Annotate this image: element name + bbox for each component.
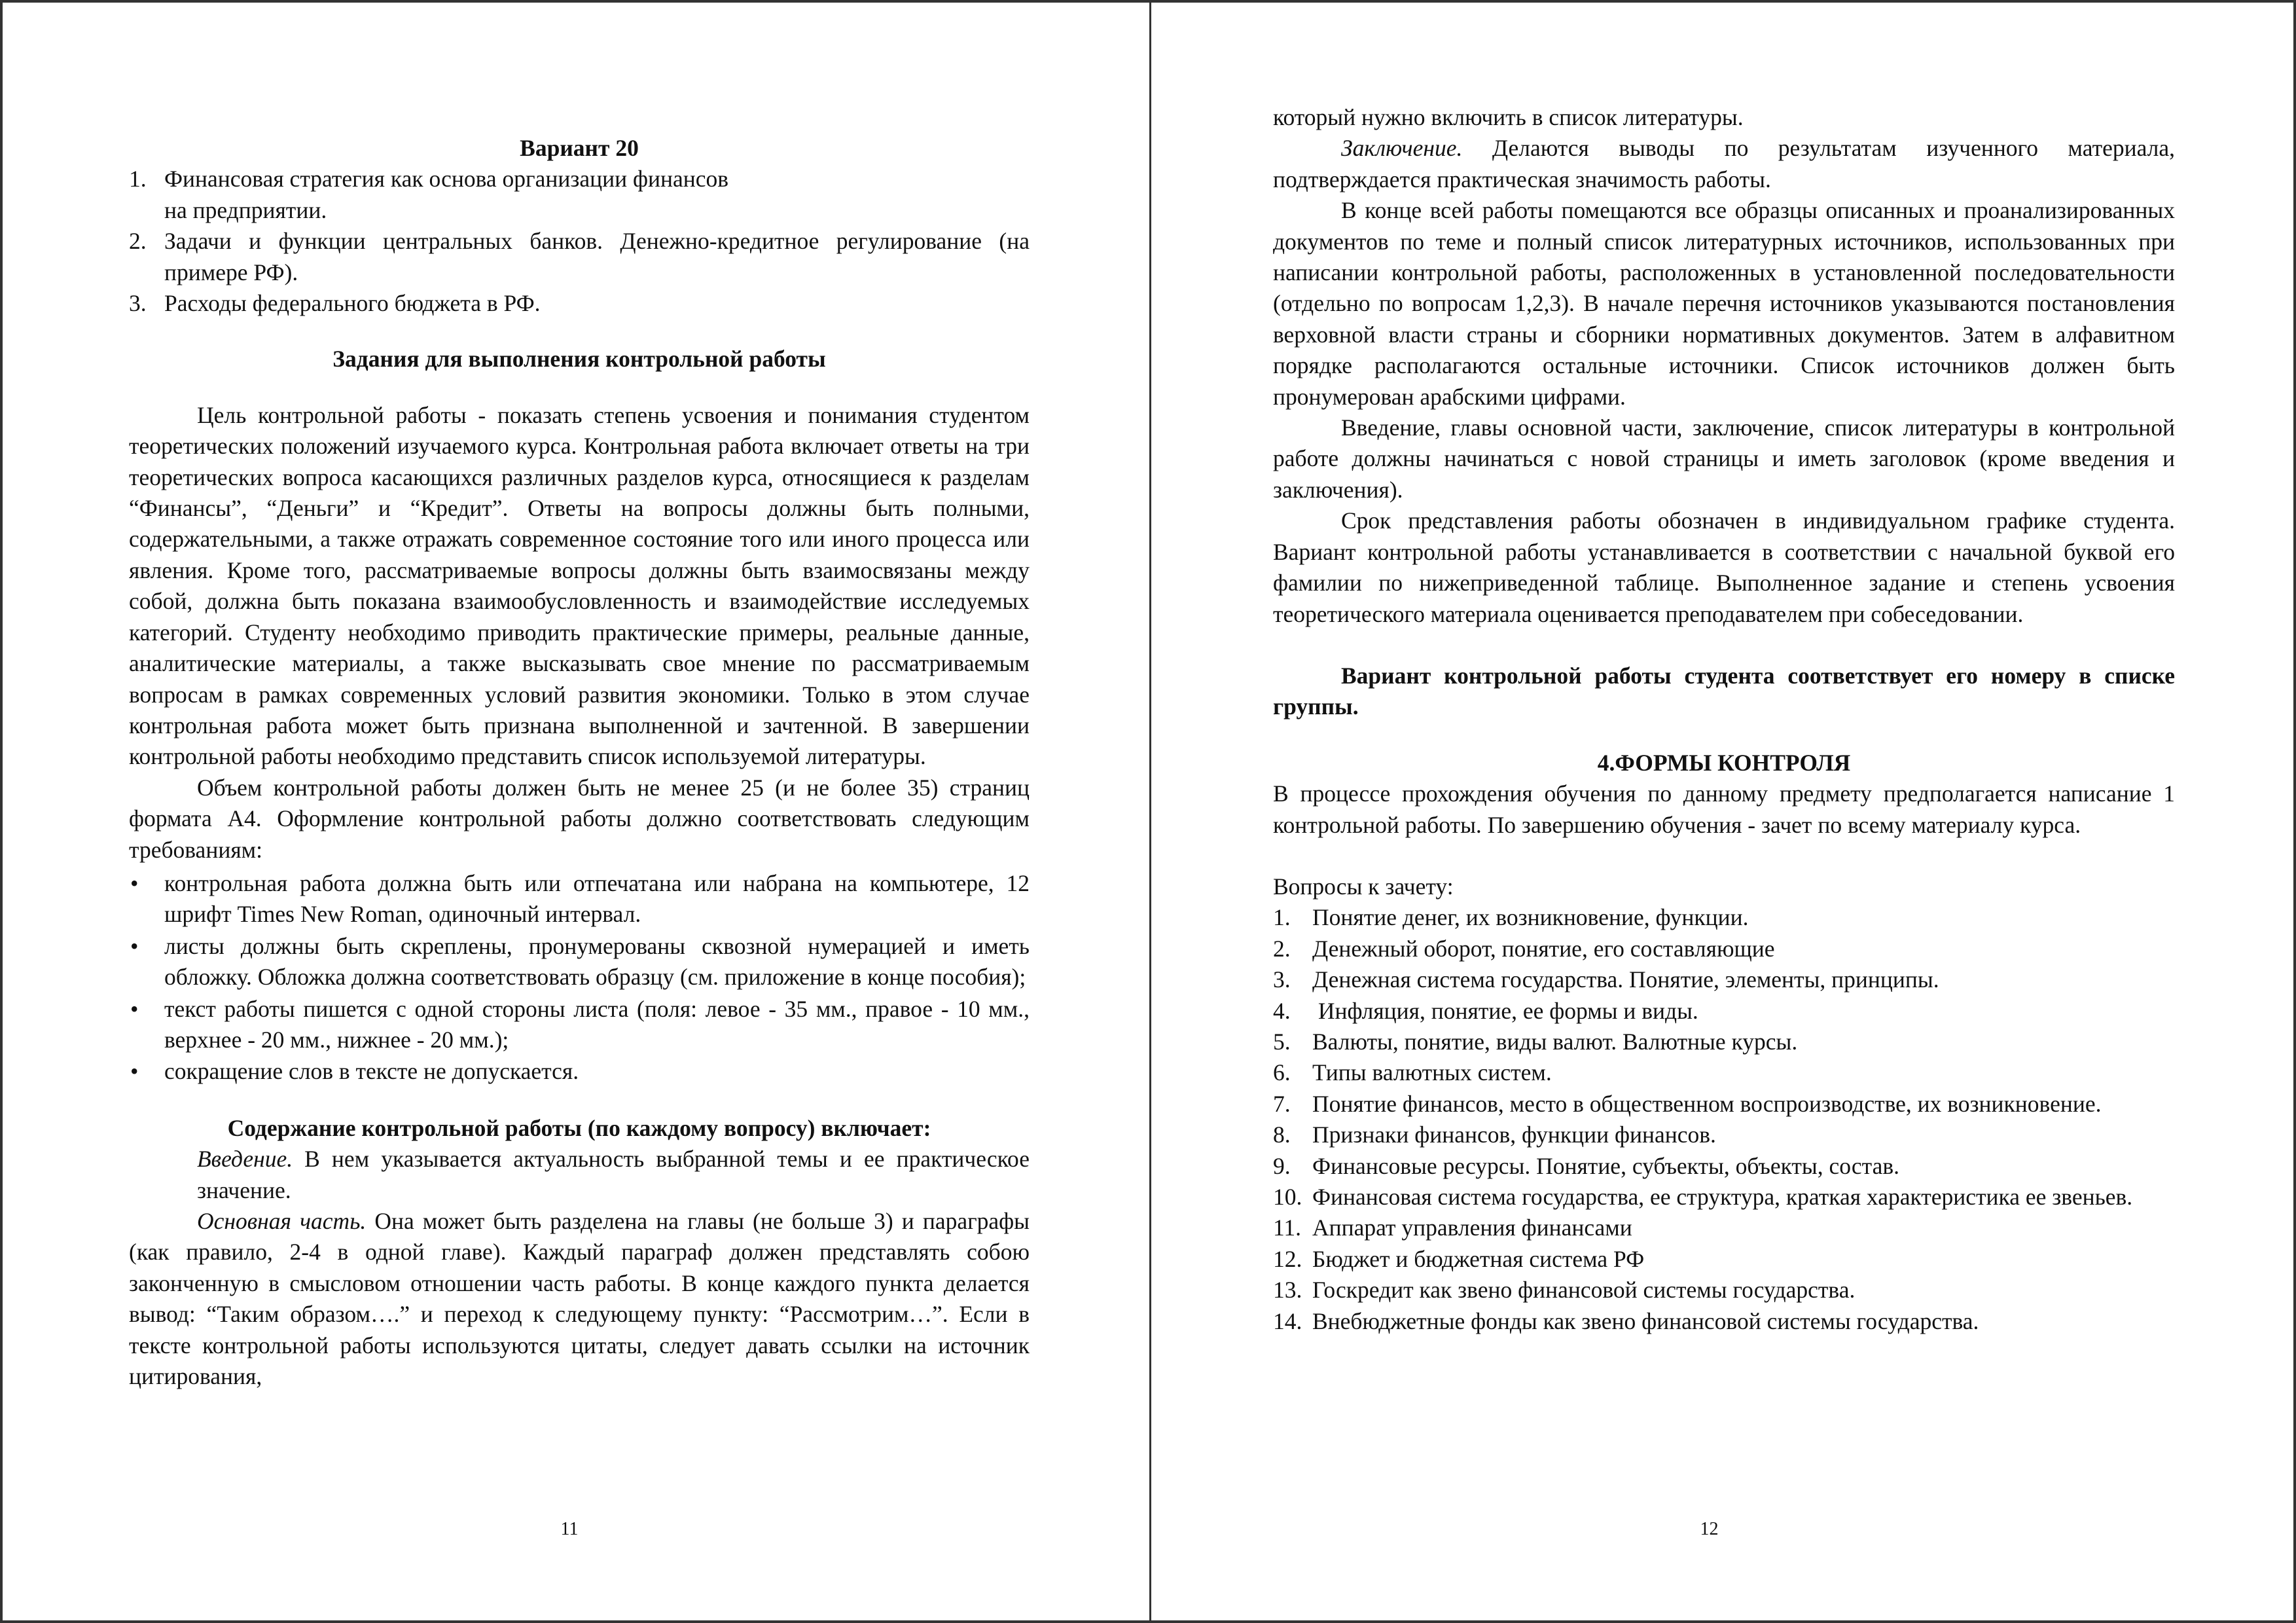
tasks-heading: Задания для выполнения контрольной работы	[332, 346, 826, 373]
list-item	[129, 226, 1030, 288]
list-item: 2. Денежный оборот, понятие, его составляющие	[1273, 935, 1775, 962]
list-item-text: листы должны быть скреплены, пронумерованы сквозной нумерацией и иметь обложку. Обложка должна соответствовать образцу (см. приложение в конце пособия);	[164, 932, 1030, 991]
list-item: 12. Бюджет и бюджетная система РФ	[1273, 1245, 1645, 1272]
questions-heading: Вопросы к зачету:	[1273, 873, 1454, 900]
variant-title: Вариант 20	[520, 135, 639, 161]
list-item-text: контрольная работа должна быть или отпечатана или набрана на компьютере, 12 шрифт Times New Roman, одиночный интервал.	[164, 869, 1030, 928]
variant-questions-list	[129, 164, 1030, 319]
list-item: 4. Инфляция, понятие, ее формы и виды.	[1273, 997, 1698, 1024]
list-item	[129, 288, 1030, 319]
intro-label: Введение.	[197, 1146, 293, 1173]
left-page-content	[129, 133, 1030, 1392]
end-of-work-paragraph: В конце всей работы помещаются все образцы описанных и проанализированных документов по теме и полный список литературных источников, использованных при написании контрольной работы, расположенных в установленной последовательности (отдельно по вопросам 1,2,3). В начале перечня источников указываются постановления верховной власти страны и сборники нормативных документов. Затем в алфавитном порядке располагаются остальные источники. Список источников должен быть пронумерован арабскими цифрами.	[1273, 197, 2175, 410]
intro-text: В нем указывается актуальность выбранной темы и ее практическое значение.	[197, 1146, 1030, 1203]
requirements-list	[129, 868, 1030, 1087]
bullet-icon: •	[130, 1058, 139, 1085]
exam-questions-list	[1273, 902, 2175, 1337]
conclusion-text: Делаются выводы по результатам изученного материала, подтверждается практическая значимость работы.	[1273, 135, 2175, 192]
page-number: 12	[1700, 1519, 1719, 1539]
content-heading: Содержание контрольной работы (по каждому вопросу) включает:	[227, 1114, 931, 1141]
intro-paragraph	[129, 1144, 1030, 1206]
list-item	[129, 1056, 1030, 1087]
right-page-content	[1273, 102, 2175, 1337]
list-item-number: 3.	[129, 290, 147, 317]
main-part-paragraph	[129, 1206, 1030, 1392]
right-page	[1151, 3, 2296, 1620]
list-item: 10. Финансовая система государства, ее структура, краткая характеристика ее звеньев.	[1273, 1184, 2133, 1210]
list-item-text: Задачи и функции центральных банков. Денежно-кредитное регулирование (на примере РФ).	[164, 228, 1030, 285]
deadline-paragraph: Срок представления работы обозначен в индивидуальном графике студента. Вариант контрольной работы устанавливается в соответствии с начальной буквой его фамилии по нижеприведенной таблице. Выполненное задание и степень усвоения теоретического материала оценивается преподавателем при собеседовании.	[1273, 507, 2175, 627]
list-item-text: текст работы пишется с одной стороны листа (поля: левое - 35 мм., правое - 10 мм., верхнее - 20 мм., нижнее - 20 мм.);	[164, 995, 1030, 1053]
list-item	[129, 931, 1030, 993]
bullet-icon: •	[130, 869, 139, 896]
goal-paragraph: Цель контрольной работы - показать степень усвоения и понимания студентом теоретических положений изучаемого курса. Контрольная работа включает ответы на три теоретических вопроса касающихся различных разделов курса, относящиеся к разделам “Финансы”, “Деньги” и “Кредит”. Ответы на вопросы должны быть полными, содержательными, а также отражать современное состояние того или иного процесса или явления. Кроме того, рассматриваемые вопросы должны быть взаимосвязаны между собой, должна быть показана взаимообусловленность и взаимодействие исследуемых категорий. Студенту необходимо приводить практические примеры, реальные данные, аналитические материалы, а также высказывать свое мнение по рассматриваемым вопросам в рамках современных условий развития экономики. Только в этом случае контрольная работа может быть признана выполненной и зачтенной. В завершении контрольной работы необходимо представить список используемой литературы.	[129, 401, 1030, 770]
list-item: 14. Внебюджетные фонды как звено финансовой системы государства.	[1273, 1307, 1979, 1334]
conclusion-paragraph	[1273, 133, 2175, 195]
list-item-text: Расходы федерального бюджета в РФ.	[164, 290, 541, 317]
forms-paragraph: В процессе прохождения обучения по данному предмету предполагается написание 1 контрольной работы. По завершению обучения - зачет по всему материалу курса.	[1273, 780, 2175, 838]
variant-note: Вариант контрольной работы студента соответствует его номеру в списке группы.	[1273, 662, 2175, 720]
list-item: 5. Валюты, понятие, виды валют. Валютные курсы.	[1273, 1028, 1798, 1055]
list-item: 1. Понятие денег, их возникновение, функции.	[1273, 904, 1749, 931]
list-item: 3. Денежная система государства. Понятие, элементы, принципы.	[1273, 966, 1939, 993]
list-item: 8. Признаки финансов, функции финансов.	[1273, 1122, 1716, 1148]
list-item: 9. Финансовые ресурсы. Понятие, субъекты, объекты, состав.	[1273, 1152, 1899, 1179]
forms-heading: 4.ФОРМЫ КОНТРОЛЯ	[1597, 749, 1851, 776]
list-item: 7. Понятие финансов, место в общественном воспроизводстве, их возникновение.	[1273, 1090, 2102, 1117]
list-item	[129, 868, 1030, 930]
chapters-paragraph: Введение, главы основной части, заключение, список литературы в контрольной работе должны начинаться с новой страницы и иметь заголовок (кроме введения и заключения).	[1273, 414, 2175, 503]
list-item: 6. Типы валютных систем.	[1273, 1059, 1552, 1086]
list-item	[129, 994, 1030, 1056]
list-item-text: Финансовая стратегия как основа организации финансов	[164, 166, 729, 192]
volume-paragraph: Объем контрольной работы должен быть не менее 25 (и не более 35) страниц формата А4. Оформление контрольной работы должно соответствовать следующим требованиям:	[129, 774, 1030, 863]
main-part-label: Основная часть.	[197, 1208, 367, 1234]
list-item: 11. Аппарат управления финансами	[1273, 1214, 1632, 1241]
list-item-text: сокращение слов в тексте не допускается.	[164, 1058, 579, 1085]
bullet-icon: •	[130, 932, 139, 959]
list-item-text-continuation: на предприятии.	[164, 196, 327, 223]
bullet-icon: •	[130, 995, 139, 1022]
list-item-number: 1.	[129, 166, 147, 192]
page-number: 11	[560, 1519, 579, 1539]
list-item: 13. Госкредит как звено финансовой системы государства.	[1273, 1277, 1856, 1304]
main-part-text: Она может быть разделена на главы (не больше 3) и параграфы (как правило, 2-4 в одной главе). Каждый параграф должен представлять собою законченную в смысловом отношении часть работы. В конце каждого пункта делается вывод: “Таким образом….” и переход к следующему пункту: “Рассмотрим…”. Если в тексте контрольной работы используются цитаты, следует давать ссылки на источник цитирования,	[129, 1208, 1030, 1390]
left-page	[3, 3, 1149, 1620]
list-item	[129, 164, 1030, 226]
continued-text: который нужно включить в список литературы.	[1273, 104, 1744, 130]
list-item-number: 2.	[129, 228, 147, 255]
conclusion-label: Заключение.	[1341, 135, 1463, 162]
